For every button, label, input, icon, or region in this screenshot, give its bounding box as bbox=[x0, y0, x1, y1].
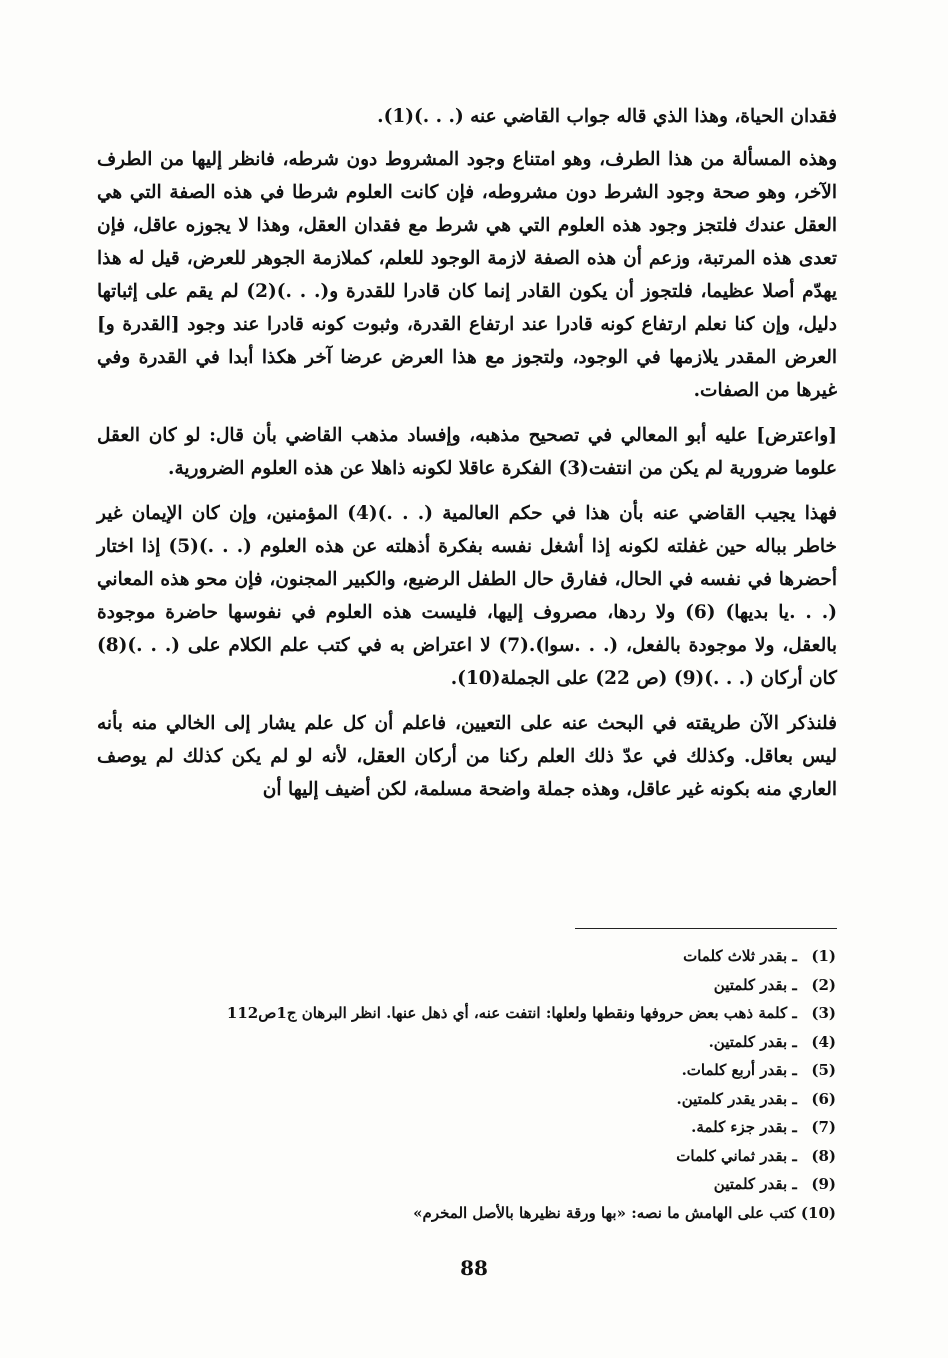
footnote bbox=[160, 1199, 836, 1228]
paragraph: [واعترض] عليه أبو المعالي في تصحيح مذهبه، وإفساد مذهب القاضي بأن قال: لو كان العقل علوما ضرورية لم يكن من انتفت(3) الفكرة عاقلا لكونه ذاهلا عن هذه العلوم الضرورية. bbox=[97, 425, 837, 479]
footnote-text: ـ بقدر جزء كلمة. bbox=[691, 1118, 797, 1136]
footnote-text: ـ بقدر يقدر كلمتين. bbox=[676, 1089, 797, 1108]
footnote bbox=[160, 1028, 836, 1057]
footnote-text: ـ كلمة ذهب بعض حروفها ونقطها ولعلها: انتفت عنه، أي ذهل عنها. انظر البرهان ج1ص112 bbox=[226, 1004, 797, 1022]
footnote-separator bbox=[575, 928, 837, 929]
footnote-number: (9) bbox=[811, 1175, 836, 1193]
footnote bbox=[160, 942, 836, 971]
footnote-text: ـ بقدر أربع كلمات. bbox=[681, 1061, 797, 1079]
footnote-text: كتب على الهامش ما نصه: «بها ورقة نظيرها بالأصل المخرم» bbox=[413, 1203, 796, 1222]
footnote-number: (10) bbox=[800, 1203, 836, 1222]
page-number: 88 bbox=[460, 1256, 488, 1280]
main-text bbox=[97, 100, 837, 818]
paragraph: وهذه المسألة من هذا الطرف، وهو امتناع وجود المشروط دون شرطه، فانظر إليها من الطرف الآخر، وهو صحة وجود الشرط دون مشروطه، فإن كانت العلوم شرطا في هذه الصفة التي هي العقل عندك فلتجز وجود هذه العلوم التي هي شرط مع فقدان العقل، وهذا لا يجوزه عاقل، فإن تعدى هذه المرتبة، وزعم أن هذه الصفة لازمة الوجود للعلم، كملازمة الجوهر للعرض، قيل له هذا يهدّم أصلا عظيما، فلتجوز أن يكون القادر إنما كان قادرا للقدرة و(. . .)(2) لم يقم على إثباتها دليل، وإن كنا نعلم ارتفاع كونه قادرا عند ارتفاع القدرة، وثبوت كونه قادرا عند وجود [القدرة و] العرض المقدر يلازمها في الوجود، ولتجوز مع هذا العرض عرضا آخر هكذا أبدا في القدرة وفي غيرها من الصفات. bbox=[97, 149, 837, 401]
footnote-text: ـ بقدر كلمتين bbox=[713, 1175, 797, 1193]
footnote-text: ـ بقدر كلمتين bbox=[713, 975, 797, 994]
paragraph: فلنذكر الآن طريقته في البحث عنه على التعيين، فاعلم أن كل علم يشار إلى الخالي منه بأنه ليس بعاقل. وكذلك في عدّ ذلك العلم ركنا من أركان العقل، لأنه لو لم يكن كذلك لم يوصف العاري منه بكونه غير عاقل، وهذه جملة واضحة مسلمة، لكن أضيف إليها أن bbox=[97, 713, 837, 800]
footnote-number: (3) bbox=[811, 1004, 836, 1022]
paragraph: فهذا يجيب القاضي عنه بأن هذا في حكم العالمية (. . .)(4) المؤمنين، وإن كان الإيمان غير خاطر بباله حين غفلته لكونه إذا أشغل نفسه بفكرة أذهلته عن هذه العلوم (. . .)(5) إذا اختار أحضرها في نفسه في الحال، ففارق حال الطفل الرضيع، والكبير المجنون، فإن محو هذه المعاني (. . .يا بديها) (6) ولا ردها، مصروف إليها، فليست هذه العلوم في نفوسها حاضرة موجودة بالعقل، ولا موجودة بالفعل، (. . .سوا).(7) لا اعتراض به في كتب علم الكلام على (. . .)(8) كان أركان (. . .)(9) (ص 22) على الجملة(10). bbox=[97, 503, 837, 689]
footnote-number: (6) bbox=[811, 1089, 836, 1108]
footnote-number: (5) bbox=[811, 1061, 836, 1079]
footnote bbox=[160, 1056, 836, 1085]
footnote bbox=[160, 1170, 836, 1199]
footnote-number: (2) bbox=[811, 975, 836, 994]
footnote-text: ـ بقدر ثلاث كلمات bbox=[683, 947, 797, 965]
footnote bbox=[160, 1113, 836, 1142]
footnote-text: ـ بقدر ثماني كلمات bbox=[676, 1146, 797, 1165]
footnote bbox=[160, 999, 836, 1028]
footnote-text: ـ بقدر كلمتين. bbox=[708, 1032, 797, 1051]
footnote-number: (8) bbox=[811, 1146, 836, 1165]
footnote-number: (4) bbox=[811, 1032, 836, 1051]
footnotes bbox=[160, 942, 836, 1227]
footnote-number: (7) bbox=[811, 1118, 836, 1136]
footnote bbox=[160, 1142, 836, 1171]
footnote bbox=[160, 1085, 836, 1114]
footnote bbox=[160, 971, 836, 1000]
paragraph: فقدان الحياة، وهذا الذي قاله جواب القاضي عنه (. . .)(1). bbox=[377, 106, 837, 127]
footnote-number: (1) bbox=[811, 947, 836, 965]
